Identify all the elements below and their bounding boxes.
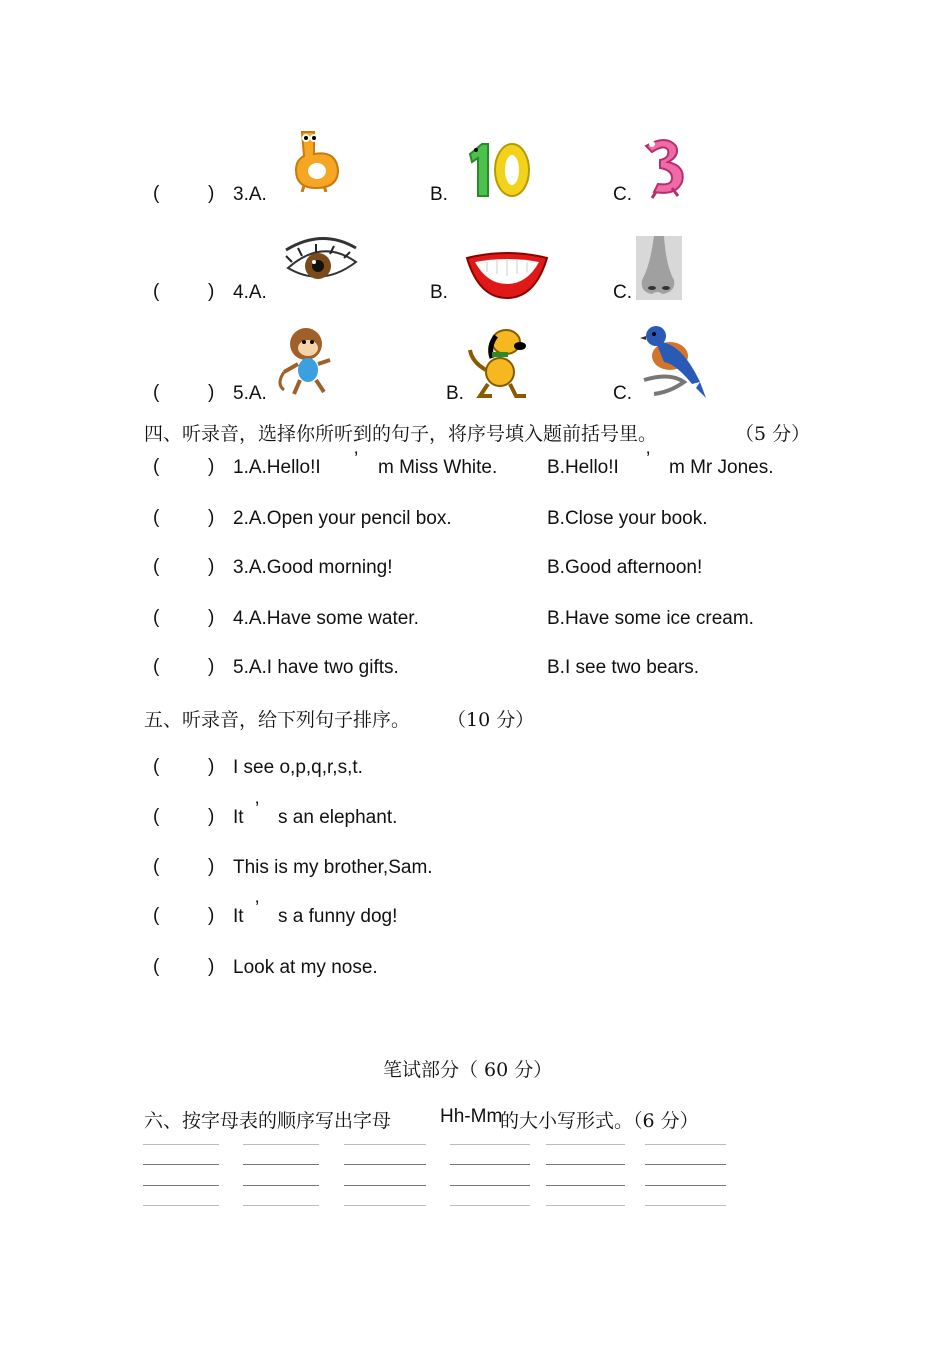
option-b-rest: m Mr Jones.: [669, 457, 774, 478]
four-line-grid[interactable]: [546, 1144, 625, 1208]
option-b-label: B.: [430, 184, 448, 205]
option-b-label: B.: [446, 383, 464, 404]
answer-paren-close: ): [208, 281, 215, 302]
answer-paren-open: (: [153, 456, 160, 477]
written-part-title: 笔试部分（ 60 分）: [383, 1059, 553, 1081]
apostrophe: ’: [255, 898, 260, 919]
four-line-grid[interactable]: [450, 1144, 530, 1208]
answer-paren-close: ): [208, 556, 215, 577]
section5-score: （10 分）: [447, 709, 535, 731]
sentence-start: It: [233, 807, 244, 828]
section4-score: （5 分）: [735, 423, 811, 445]
dog-icon: [466, 322, 534, 400]
answer-paren-close: ): [208, 656, 215, 677]
answer-paren-open: (: [153, 905, 160, 926]
bird-icon: [640, 322, 708, 400]
option-c-label: C.: [613, 383, 632, 404]
option-b: B.Have some ice cream.: [547, 608, 754, 629]
option-a: 1.A.Hello!I: [233, 457, 321, 478]
apostrophe: ’: [354, 449, 359, 470]
section4-title: 四、听录音，选择你所听到的句子，将序号填入题前括号里。: [144, 423, 658, 445]
apostrophe: ’: [646, 449, 651, 470]
option-a: 5.A.I have two gifts.: [233, 657, 399, 678]
sentence-end: s an elephant.: [278, 807, 398, 828]
letter-b-icon: [284, 124, 344, 192]
answer-paren-close: ): [208, 183, 215, 204]
answer-paren-open: (: [153, 756, 160, 777]
answer-paren-open: (: [153, 656, 160, 677]
section6-letters: Hh-Mm: [440, 1106, 503, 1127]
answer-paren-open: (: [153, 183, 160, 204]
answer-paren-open: (: [153, 281, 160, 302]
section5-title: 五、听录音，给下列句子排序。: [144, 709, 411, 731]
four-line-grid[interactable]: [143, 1144, 219, 1208]
number-10-icon: [466, 140, 532, 200]
answer-paren-close: ): [208, 756, 215, 777]
option-c-label: C.: [613, 184, 632, 205]
sentence: I see o,p,q,r,s,t.: [233, 757, 363, 778]
answer-paren-close: ): [208, 507, 215, 528]
answer-paren-open: (: [153, 956, 160, 977]
sentence: Look at my nose.: [233, 957, 378, 978]
nose-icon: [636, 236, 682, 300]
option-b-label: B.: [430, 282, 448, 303]
section6-title: 六、按字母表的顺序写出字母: [144, 1110, 392, 1132]
option-a: 3.A.Good morning!: [233, 557, 393, 578]
option-b: B.I see two bears.: [547, 657, 700, 678]
eye-icon: [282, 232, 360, 294]
apostrophe: ’: [255, 799, 260, 820]
question-number: 3.A.: [233, 184, 267, 205]
sentence: This is my brother,Sam.: [233, 857, 433, 878]
monkey-icon: [274, 324, 338, 398]
sentence-end: s a funny dog!: [278, 906, 398, 927]
answer-paren-close: ): [208, 905, 215, 926]
option-b: B.Hello!I: [547, 457, 619, 478]
answer-paren-close: ): [208, 856, 215, 877]
sentence-start: It: [233, 906, 244, 927]
answer-paren-open: (: [153, 556, 160, 577]
answer-paren-close: ): [208, 382, 215, 403]
option-b: B.Good afternoon!: [547, 557, 703, 578]
mouth-icon: [465, 250, 549, 300]
question-number: 4.A.: [233, 282, 267, 303]
answer-paren-close: ): [208, 607, 215, 628]
four-line-grid[interactable]: [344, 1144, 426, 1208]
question-number: 5.A.: [233, 383, 267, 404]
option-a: 4.A.Have some water.: [233, 608, 419, 629]
option-b: B.Close your book.: [547, 508, 708, 529]
answer-paren-close: ): [208, 456, 215, 477]
answer-paren-close: ): [208, 806, 215, 827]
answer-paren-close: ): [208, 956, 215, 977]
four-line-grid[interactable]: [243, 1144, 319, 1208]
four-line-grid[interactable]: [645, 1144, 726, 1208]
option-c-label: C.: [613, 282, 632, 303]
answer-paren-open: (: [153, 507, 160, 528]
number-3-icon: [636, 134, 696, 200]
answer-paren-open: (: [153, 607, 160, 628]
answer-paren-open: (: [153, 806, 160, 827]
section6-title-end: 的大小写形式。（6 分）: [500, 1110, 699, 1132]
answer-paren-open: (: [153, 382, 160, 403]
option-a: 2.A.Open your pencil box.: [233, 508, 452, 529]
option-a-rest: m Miss White.: [378, 457, 498, 478]
answer-paren-open: (: [153, 856, 160, 877]
